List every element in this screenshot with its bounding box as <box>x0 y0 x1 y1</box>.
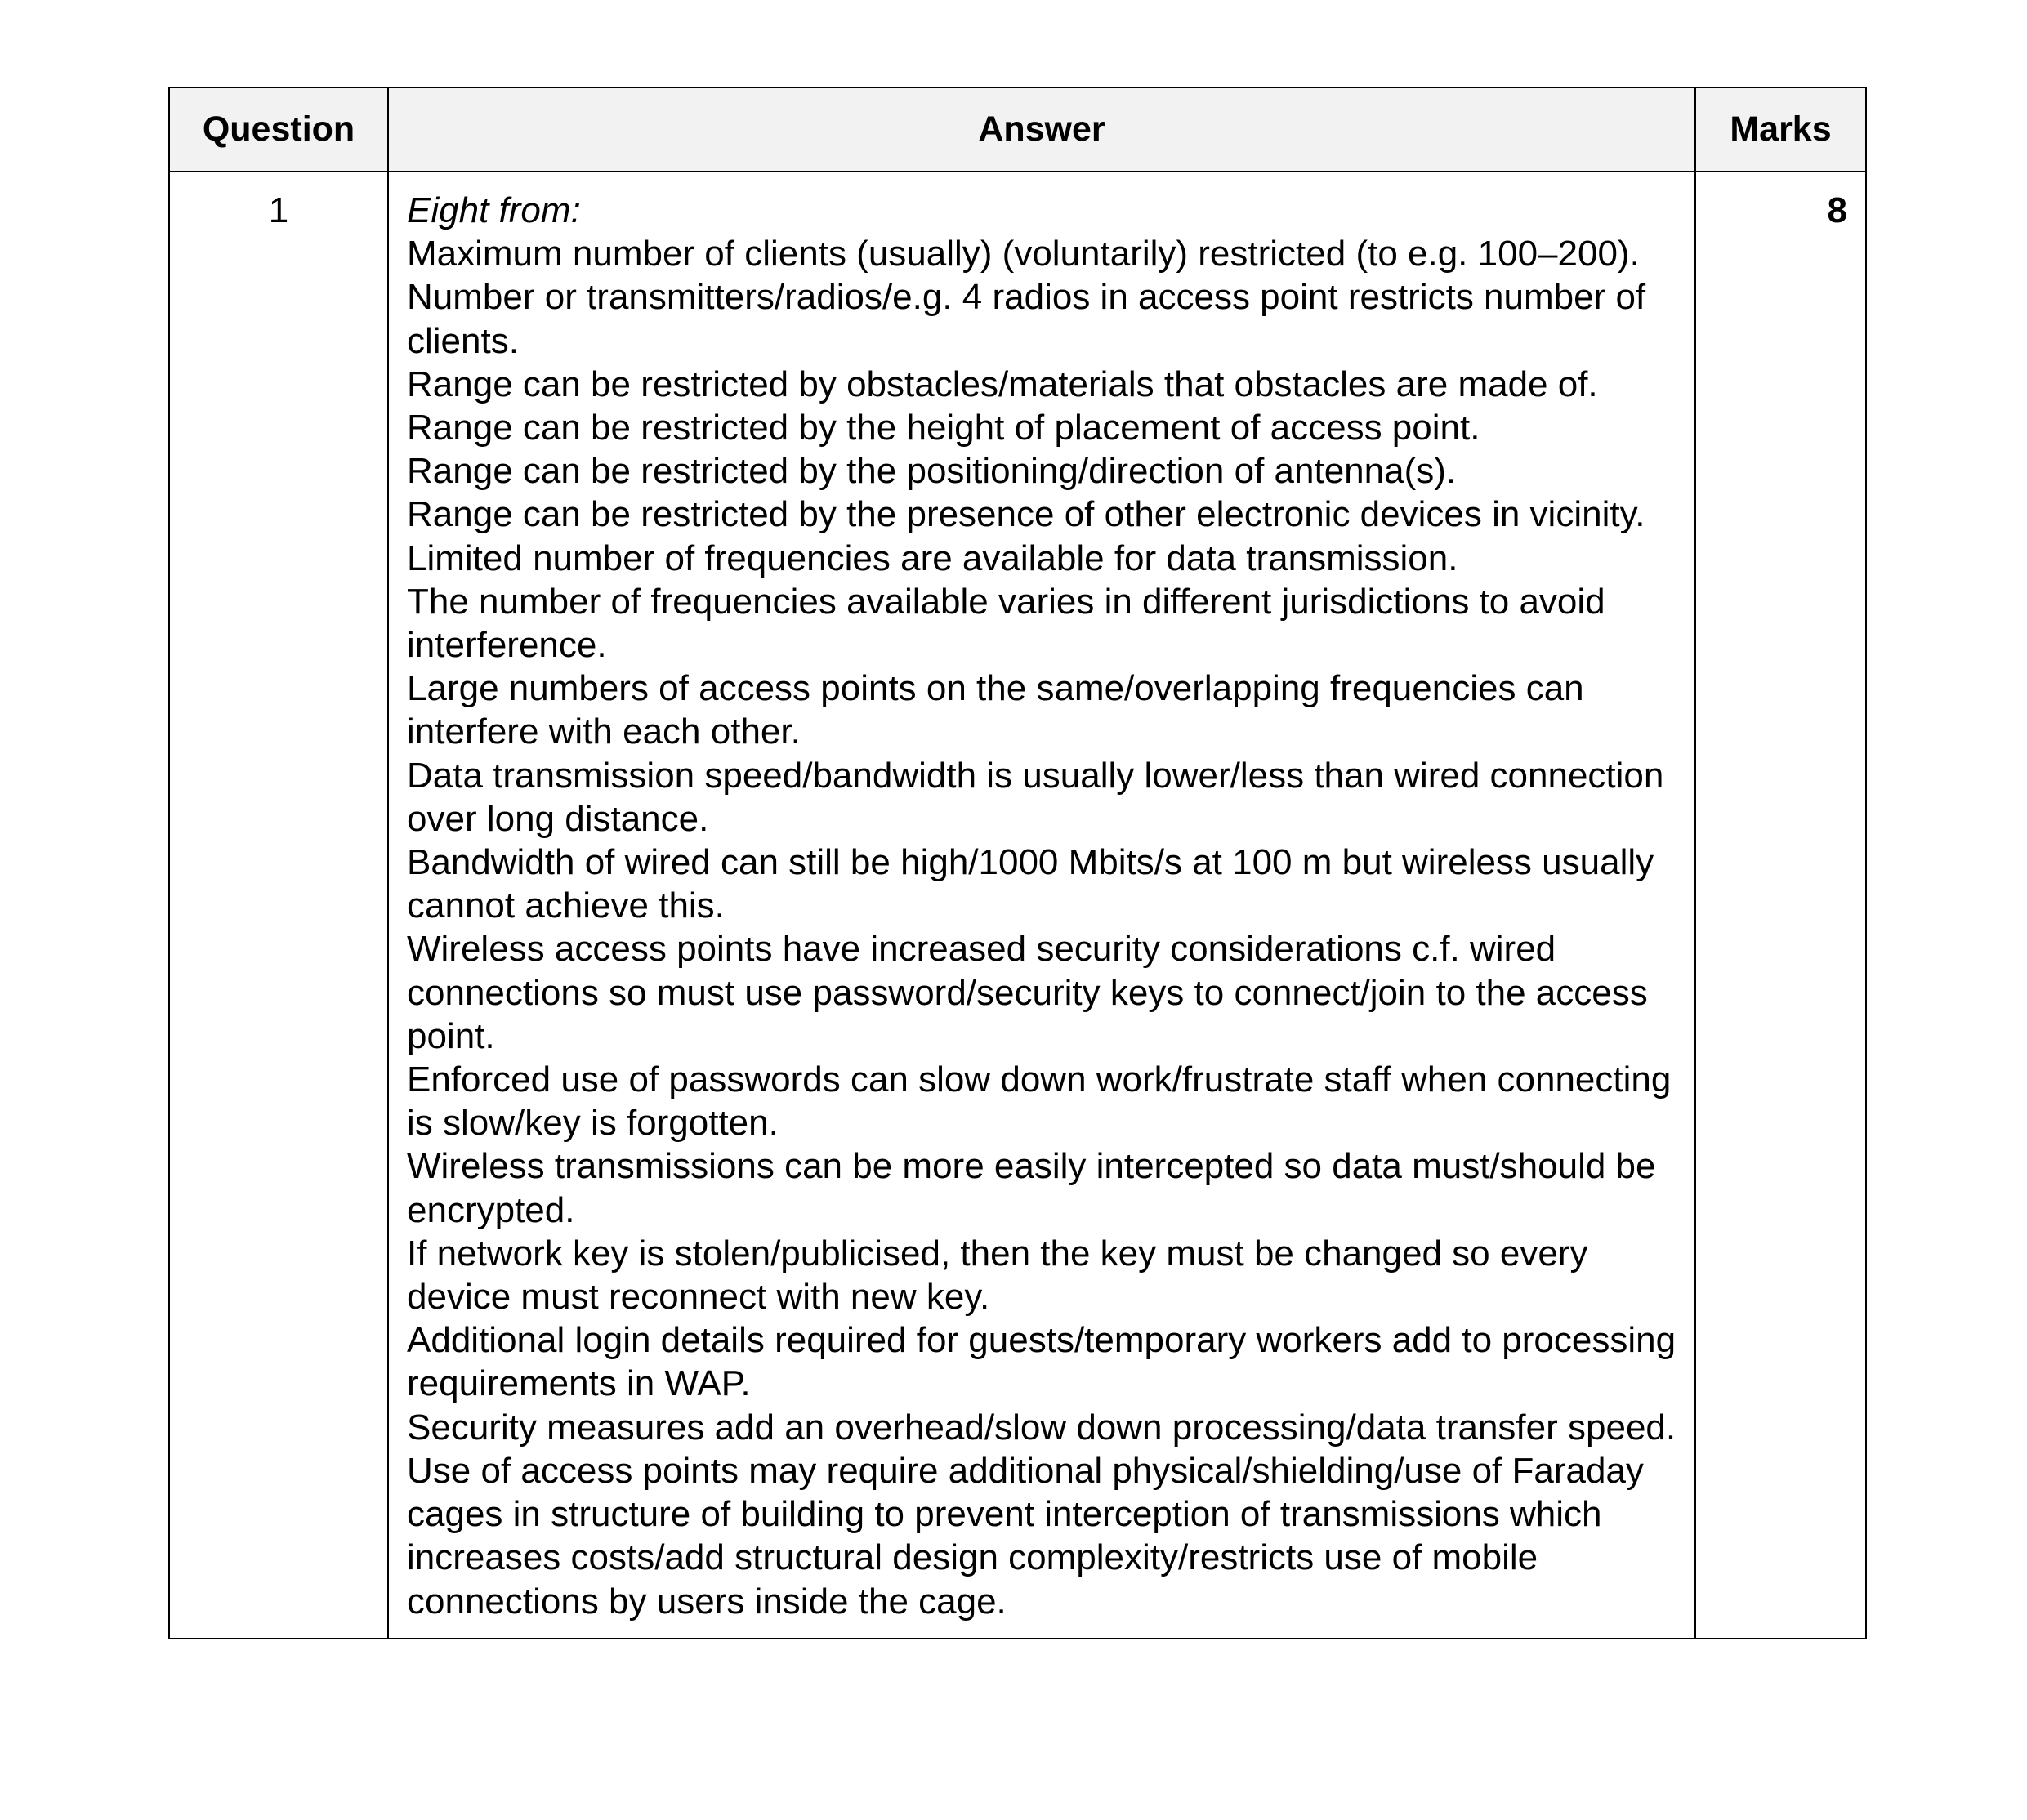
table-row <box>169 172 1866 1639</box>
answer-point: Range can be restricted by the presence of other electronic devices in vicinity. <box>407 494 1645 535</box>
answer-point: Maximum number of clients (usually) (voluntarily) restricted (to e.g. 100–200). <box>407 234 1640 274</box>
answer-point: Security measures add an overhead/slow down processing/data transfer speed. <box>407 1407 1677 1448</box>
table-body <box>169 172 1866 1639</box>
answer-point: Additional login details required for guests/temporary workers add to processing requirements in WAP. <box>407 1320 1677 1404</box>
answer-intro: Eight from: <box>407 190 581 230</box>
answer-point: Range can be restricted by obstacles/materials that obstacles are made of. <box>407 364 1598 404</box>
answer-point: Enforced use of passwords can slow down work/frustrate staff when connecting is slow/key is forgotten. <box>407 1059 1672 1144</box>
mark-scheme-table <box>168 87 1867 1639</box>
answer-point: Limited number of frequencies are available for data transmission. <box>407 538 1458 578</box>
answer-point: Wireless access points have increased security considerations c.f. wired connections so must use password/security keys to connect/join to the access point. <box>407 929 1648 1056</box>
answer-point: Use of access points may require additional physical/shielding/use of Faraday cages in structure of building to prevent interception of transmissions which increases costs/add structural design complexity/restricts use of mobile connections by users inside the cage. <box>407 1450 1644 1621</box>
question-column-header: Question <box>169 87 388 172</box>
answer-point: Bandwidth of wired can still be high/1000 Mbits/s at 100 m but wireless usually cannot achieve this. <box>407 842 1654 926</box>
answer-point: Wireless transmissions can be more easily intercepted so data must/should be encrypted. <box>407 1146 1656 1230</box>
question-number: 1 <box>169 172 388 1639</box>
answer-point: The number of frequencies available varies in different jurisdictions to avoid interference. <box>407 581 1605 666</box>
header-row <box>169 87 1866 172</box>
answer-cell <box>388 172 1695 1639</box>
answer-column-header: Answer <box>388 87 1695 172</box>
answer-point: If network key is stolen/publicised, then the key must be changed so every device must reconnect with new key. <box>407 1233 1588 1318</box>
answer-point: Number or transmitters/radios/e.g. 4 radios in access point restricts number of clients. <box>407 277 1646 361</box>
table-header <box>169 87 1866 172</box>
answer-point: Data transmission speed/bandwidth is usually lower/less than wired connection over long distance. <box>407 755 1664 839</box>
answer-point: Range can be restricted by the height of placement of access point. <box>407 408 1480 448</box>
answer-point: Large numbers of access points on the same/overlapping frequencies can interfere with each other. <box>407 668 1584 752</box>
answer-point: Range can be restricted by the positioning/direction of antenna(s). <box>407 451 1457 492</box>
marks-column-header: Marks <box>1695 87 1866 172</box>
marks-value: 8 <box>1695 172 1866 1639</box>
